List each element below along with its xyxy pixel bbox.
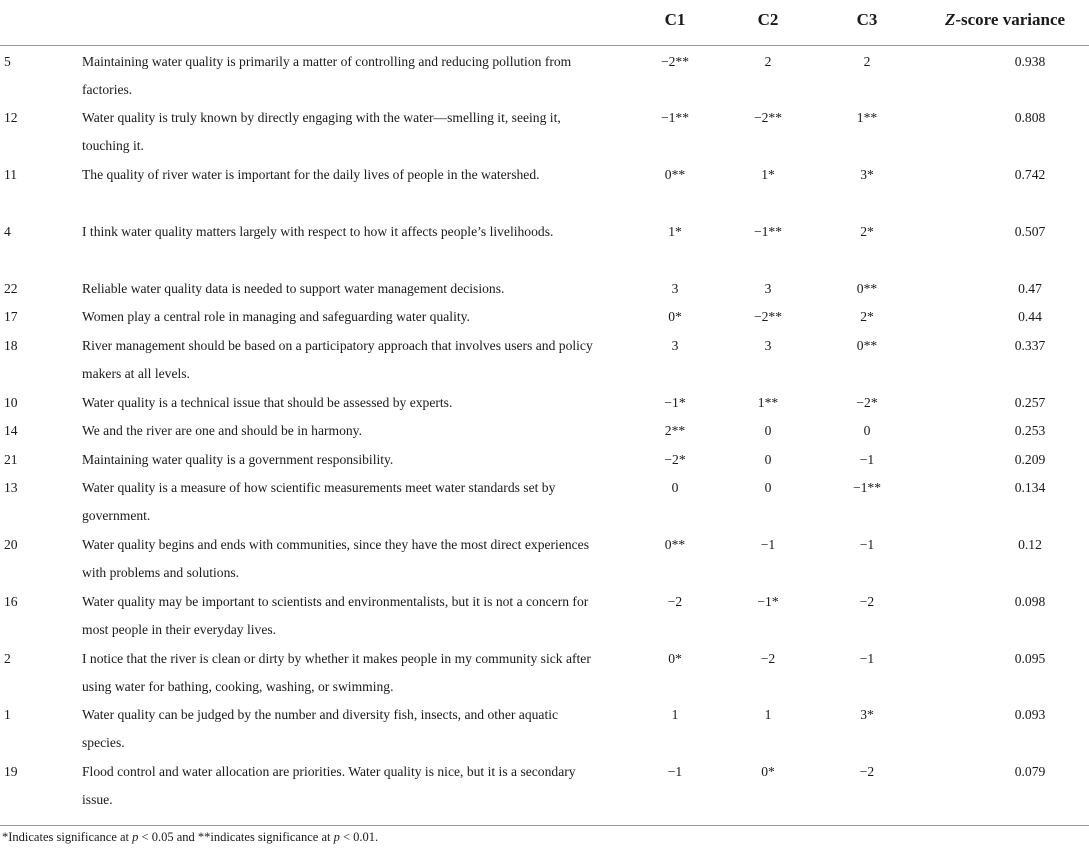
statement-text: Water quality is a measure of how scientific measurements meet water standards set by government. xyxy=(82,480,556,523)
c1-value: −1 xyxy=(667,764,683,779)
statement-number: 2 xyxy=(4,651,11,666)
c2-value: 3 xyxy=(764,338,772,353)
statement-number: 10 xyxy=(4,395,18,410)
z-score-variance-value: 0.742 xyxy=(1014,167,1046,182)
c2-value: 1* xyxy=(761,167,775,182)
statement-number: 12 xyxy=(4,110,18,125)
c3-value: 1** xyxy=(856,110,878,125)
header-z-rest: -score variance xyxy=(955,10,1066,29)
c2-value: 0 xyxy=(764,480,772,495)
c1-value: 3 xyxy=(671,281,679,296)
statement-number: 16 xyxy=(4,594,18,609)
statement-text: River management should be based on a participatory approach that involves users and policy makers at all levels. xyxy=(82,338,593,381)
c1-value: 3 xyxy=(671,338,679,353)
statement-number: 11 xyxy=(4,167,18,182)
c3-value: 2 xyxy=(863,54,871,69)
c2-value: 3 xyxy=(764,281,772,296)
z-score-variance-value: 0.337 xyxy=(1014,338,1046,353)
z-score-variance-value: 0.44 xyxy=(1018,309,1042,324)
z-score-variance-value: 0.47 xyxy=(1018,281,1042,296)
statement-number: 22 xyxy=(4,281,18,296)
statement-number: 13 xyxy=(4,480,18,495)
statement-text: Water quality begins and ends with communities, since they have the most direct experiences with problems and solutions. xyxy=(82,537,590,580)
statement-text: Women play a central role in managing and safeguarding water quality. xyxy=(82,309,470,324)
bottom-rule xyxy=(0,825,1089,826)
z-score-variance-value: 0.808 xyxy=(1014,110,1046,125)
statement-number: 18 xyxy=(4,338,18,353)
c3-value: −1 xyxy=(859,651,875,666)
c1-value: −2* xyxy=(664,452,686,467)
c2-value: −2** xyxy=(753,309,783,324)
footnote-p1: p xyxy=(132,830,139,844)
c2-value: −1** xyxy=(753,224,783,239)
header-c2: C2 xyxy=(757,10,779,29)
header-z-letter: Z xyxy=(944,10,956,29)
c1-value: −1** xyxy=(660,110,690,125)
c2-value: −2** xyxy=(753,110,783,125)
c1-value: 2** xyxy=(664,423,686,438)
c3-value: 0** xyxy=(856,281,878,296)
c2-value: 0 xyxy=(764,452,772,467)
c3-value: −1** xyxy=(852,480,882,495)
z-score-variance-value: 0.257 xyxy=(1014,395,1046,410)
c1-value: 1 xyxy=(671,707,679,722)
c1-value: 0** xyxy=(664,167,686,182)
z-score-variance-value: 0.507 xyxy=(1014,224,1046,239)
c3-value: 0** xyxy=(856,338,878,353)
c3-value: −2 xyxy=(859,764,875,779)
statement-number: 20 xyxy=(4,537,18,552)
footnote-part1: *Indicates significance at xyxy=(2,830,133,844)
statement-number: 14 xyxy=(4,423,18,438)
c2-value: −1* xyxy=(757,594,779,609)
z-score-variance-value: 0.938 xyxy=(1014,54,1046,69)
statement-text: Water quality is truly known by directly engaging with the water—smelling it, seeing it, touching it. xyxy=(82,110,561,153)
statement-text: I think water quality matters largely with respect to how it affects people’s livelihoods. xyxy=(82,224,554,239)
c3-value: 2* xyxy=(860,224,874,239)
z-score-variance-value: 0.209 xyxy=(1014,452,1046,467)
header-z-score-variance xyxy=(930,10,1080,30)
c3-value: 3* xyxy=(860,167,874,182)
c1-value: 0 xyxy=(671,480,679,495)
z-score-variance-value: 0.12 xyxy=(1018,537,1042,552)
footnote-part2: < 0.05 and **indicates significance at xyxy=(138,830,334,844)
statement-text: Water quality can be judged by the number and diversity fish, insects, and other aquatic species. xyxy=(82,707,559,750)
footnote-p2: p xyxy=(333,830,340,844)
footnote-part3: < 0.01. xyxy=(339,830,379,844)
statement-number: 5 xyxy=(4,54,11,69)
c2-value: 2 xyxy=(764,54,772,69)
header-c1: C1 xyxy=(664,10,686,29)
z-score-variance-value: 0.079 xyxy=(1014,764,1046,779)
c2-value: −1 xyxy=(760,537,776,552)
c2-value: −2 xyxy=(760,651,776,666)
statement-text: Flood control and water allocation are priorities. Water quality is nice, but it is a secondary issue. xyxy=(82,764,576,807)
statement-number: 4 xyxy=(4,224,11,239)
statement-text: Maintaining water quality is a government responsibility. xyxy=(82,452,394,467)
c3-value: 0 xyxy=(863,423,871,438)
statement-text: Maintaining water quality is primarily a matter of controlling and reducing pollution from factories. xyxy=(82,54,572,97)
statement-text: Water quality is a technical issue that should be assessed by experts. xyxy=(82,395,453,410)
statement-text: The quality of river water is important for the daily lives of people in the watershed. xyxy=(82,167,540,182)
statement-text: Reliable water quality data is needed to support water management decisions. xyxy=(82,281,505,296)
c2-value: 1 xyxy=(764,707,772,722)
z-score-variance-value: 0.093 xyxy=(1014,707,1046,722)
z-score-variance-value: 0.098 xyxy=(1014,594,1046,609)
statement-text: I notice that the river is clean or dirty by whether it makes people in my community sick after using water for bathing, cooking, washing, or swimming. xyxy=(82,651,591,694)
c3-value: −2* xyxy=(856,395,878,410)
table-footnote xyxy=(2,830,378,845)
z-score-variance-value: 0.134 xyxy=(1014,480,1046,495)
statement-number: 1 xyxy=(4,707,11,722)
c3-value: −2 xyxy=(859,594,875,609)
statement-number: 17 xyxy=(4,309,18,324)
c1-value: −2** xyxy=(660,54,690,69)
header-c3: C3 xyxy=(856,10,878,29)
c1-value: −1* xyxy=(664,395,686,410)
c1-value: 1* xyxy=(668,224,682,239)
c1-value: −2 xyxy=(667,594,683,609)
c2-value: 0 xyxy=(764,423,772,438)
statement-number: 21 xyxy=(4,452,18,467)
c3-value: 3* xyxy=(860,707,874,722)
statement-number: 19 xyxy=(4,764,18,779)
statement-text: We and the river are one and should be in harmony. xyxy=(82,423,362,438)
c1-value: 0** xyxy=(664,537,686,552)
z-score-variance-value: 0.095 xyxy=(1014,651,1046,666)
c3-value: −1 xyxy=(859,452,875,467)
c2-value: 0* xyxy=(761,764,775,779)
table-header xyxy=(0,0,1089,46)
c1-value: 0* xyxy=(668,651,682,666)
c1-value: 0* xyxy=(668,309,682,324)
c3-value: −1 xyxy=(859,537,875,552)
c2-value: 1** xyxy=(757,395,779,410)
statement-text: Water quality may be important to scientists and environmentalists, but it is not a concern for most people in their everyday lives. xyxy=(82,594,589,637)
c3-value: 2* xyxy=(860,309,874,324)
z-score-variance-value: 0.253 xyxy=(1014,423,1046,438)
